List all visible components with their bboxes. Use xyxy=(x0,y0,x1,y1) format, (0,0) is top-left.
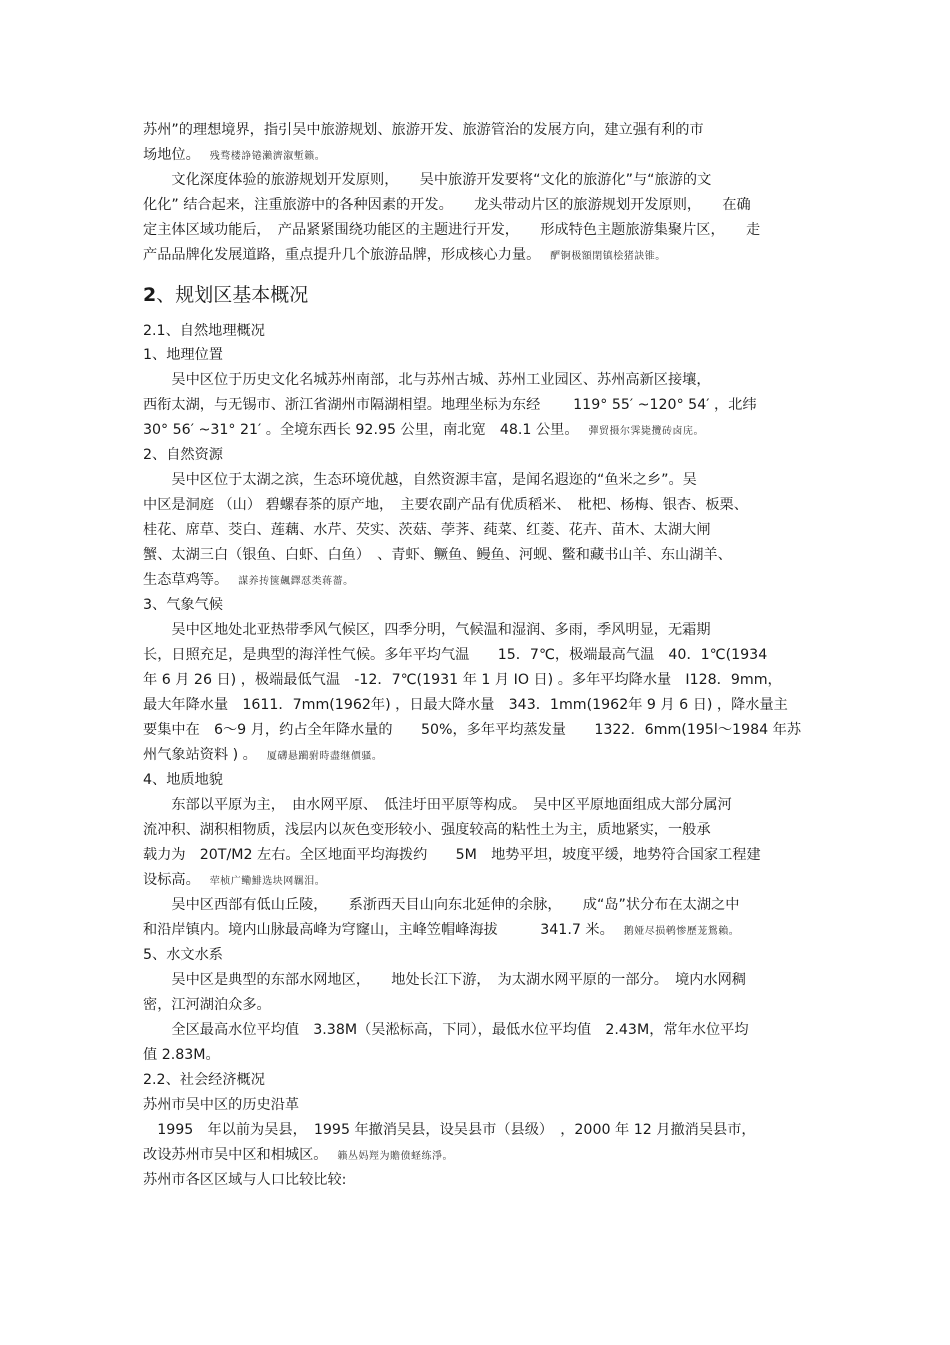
text-line-content: 年 6 月 26 日) ，极端最低气温 -12．7℃(1931 年 1 月 IO 日) 。多年平均降水量 I128．9mm， xyxy=(143,672,782,688)
text-line xyxy=(143,695,815,715)
text-line xyxy=(143,995,815,1015)
text-line xyxy=(143,495,815,515)
text-line xyxy=(143,895,815,915)
text-line-content: 改设苏州市吴中区和相城区。 xyxy=(143,1147,328,1163)
text-line xyxy=(143,1045,815,1065)
text-line xyxy=(143,1120,815,1140)
text-line xyxy=(143,670,815,690)
text-line-content: 苏州市吴中区的历史沿革 xyxy=(143,1097,300,1113)
text-line xyxy=(143,570,815,592)
text-line xyxy=(143,195,815,215)
text-line-content: 1995 年以前为吴县， 1995 年撤消吴县，设吴县市（县级） ，2000 年 12 月撤消吴县市， xyxy=(143,1122,756,1138)
section-heading-text: 、规划区基本概况 xyxy=(156,284,309,306)
text-line-content: 东部以平原为主， 由水网平原、 低洼圩田平原等构成。 吴中区平原地面组成大部分属河 xyxy=(143,797,732,813)
text-line xyxy=(143,795,815,815)
watermark-code: 荦桢广鳓鯡选块网羈泪。 xyxy=(209,876,326,887)
watermark-code: 厦礴悬躏驸時盡继價骚。 xyxy=(266,751,383,762)
watermark-code: 謀养抟箧飆鐸怼类蒋薔。 xyxy=(238,576,354,587)
text-line xyxy=(143,845,815,865)
text-line xyxy=(143,770,815,790)
text-line xyxy=(143,345,815,365)
watermark-code: 鹅娅尽损鹌惨歷茏鴛賴。 xyxy=(623,926,740,937)
text-line-content: 吴中区地处北亚热带季风气候区，四季分明，气候温和湿润、多雨，季风明显，无霜期 xyxy=(143,622,711,638)
text-line-content: 蟹、太湖三白（银鱼、白虾、白鱼） 、青虾、鳜鱼、鳗鱼、河蚬、鳖和藏书山羊、东山湖羊、 xyxy=(143,547,732,563)
text-line-content: 西衔太湖，与无锡市、浙江省湖州市隔湖相望。地理坐标为东经 119° 55′ ~120° 54′ ，北纬 xyxy=(143,397,757,413)
text-line xyxy=(143,120,815,140)
text-line xyxy=(143,1145,815,1167)
text-line-content: 和沿岸镇内。境内山脉最高峰为穹窿山，主峰笠帽峰海拔 341.7 米。 xyxy=(143,922,614,938)
text-line-content: 5、水文水系 xyxy=(143,947,223,963)
text-line-content: 长，日照充足，是典型的海洋性气候。多年平均气温 15．7℃，极端最高气温 40．1℃(1934 xyxy=(143,647,768,663)
text-line-content: 产品品牌化发展道路，重点提升几个旅游品牌，形成核心力量。 xyxy=(143,247,541,263)
watermark-code: 残骛楼諍锩瀨濟溆塹籟。 xyxy=(209,151,326,162)
text-line-content: 吴中区位于历史文化名城苏州南部，北与苏州古城、苏州工业园区、苏州高新区接壤， xyxy=(143,372,711,388)
text-line-content: 化化” 结合起来，注重旅游中的各种因素的开发。 龙头带动片区的旅游规划开发原则， 在确 xyxy=(143,197,751,213)
text-line-content: 载力为 20T/M2 左右。全区地面平均海拨约 5M 地势平坦，坡度平缓，地势符合国家工程建 xyxy=(143,847,761,863)
text-line-content: 值 2.83M。 xyxy=(143,1047,220,1063)
text-line xyxy=(143,945,815,965)
text-line xyxy=(143,620,815,640)
text-line xyxy=(143,520,815,540)
text-line-content: 生态草鸡等。 xyxy=(143,572,229,588)
text-line xyxy=(143,370,815,390)
text-line-content: 要集中在 6～9 月，约占全年降水量的 50%，多年平均蒸发量 1322．6mm(195l～1984 年苏 xyxy=(143,722,802,738)
text-line-content: 流冲积、湖积相物质，浅层内以灰色变形较小、强度较高的粘性土为主，质地紧实，一般承 xyxy=(143,822,711,838)
text-line-content: 全区最高水位平均值 3.38M（吴淞标高，下同），最低水位平均值 2.43M，常年水位平均 xyxy=(143,1022,749,1038)
text-line-content: 吴中区是典型的东部水网地区， 地处长江下游， 为太湖水网平原的一部分。 境内水网稠 xyxy=(143,972,746,988)
section-heading-number: 2 xyxy=(143,284,157,306)
watermark-code: 籟丛妈羥为贍偾蛏练淨。 xyxy=(337,1151,453,1162)
text-line-content: 桂花、席草、茭白、莲藕、水芹、芡实、茨菇、荸荠、莼菜、红菱、花卉、苗木、太湖大闸 xyxy=(143,522,711,538)
text-line-content: 设标高。 xyxy=(143,872,200,888)
watermark-code: 彈贸摄尔霁毙攬砖卤庑。 xyxy=(588,426,705,437)
text-line-content: 2.2、社会经济概况 xyxy=(143,1072,265,1088)
text-line xyxy=(143,245,815,267)
text-line xyxy=(143,595,815,615)
text-line xyxy=(143,745,815,767)
text-line-content: 苏州”的理想境界，指引吴中旅游规划、旅游开发、旅游管治的发展方向，建立强有利的市 xyxy=(143,122,704,138)
text-line-content: 定主体区域功能后， 产品紧紧围绕功能区的主题进行开发， 形成特色主题旅游集聚片区， 走 xyxy=(143,222,761,238)
text-line xyxy=(143,395,815,415)
text-line xyxy=(143,970,815,990)
text-line-content: 2、自然资源 xyxy=(143,447,223,463)
text-line-content: 吴中区位于太湖之滨，生态环境优越，自然资源丰富，是闻名遐迩的“鱼米之乡”。吴 xyxy=(143,472,697,488)
text-line xyxy=(143,1020,815,1040)
text-line xyxy=(143,220,815,240)
text-line xyxy=(143,321,815,341)
text-line-content: 州气象站资料 ) 。 xyxy=(143,747,257,763)
text-line-content: 1、地理位置 xyxy=(143,347,223,363)
text-line xyxy=(143,170,815,190)
text-line-content: 2.1、自然地理概况 xyxy=(143,323,265,339)
text-line xyxy=(143,145,815,167)
text-line xyxy=(143,820,815,840)
text-line xyxy=(143,1095,815,1115)
text-line xyxy=(143,545,815,565)
text-line xyxy=(143,1170,815,1190)
text-line xyxy=(143,645,815,665)
text-line-content: 4、地质地貌 xyxy=(143,772,223,788)
text-line-content: 文化深度体验的旅游规划开发原则， 吴中旅游开发要将“文化的旅游化”与“旅游的文 xyxy=(143,172,712,188)
text-line-content: 中区是洞庭 （山） 碧螺春茶的原产地， 主要农副产品有优质稻米、 枇杷、杨梅、银杏、板栗、 xyxy=(143,497,748,513)
text-line-content: 场地位。 xyxy=(143,147,200,163)
text-line xyxy=(143,920,815,942)
text-line xyxy=(143,720,815,740)
text-line-content: 密，江河湖泊众多。 xyxy=(143,997,271,1013)
text-line-content: 吴中区西部有低山丘陵， 系浙西天目山向东北延伸的余脉， 成“岛”状分布在太湖之中 xyxy=(143,897,740,913)
watermark-code: 酽锕极額閉镇桧猪訣锥。 xyxy=(550,251,666,262)
text-line xyxy=(143,870,815,892)
text-line-content: 苏州市各区区域与人口比较比较: xyxy=(143,1172,347,1188)
text-line-content: 最大年降水量 1611．7mm(1962年) ，日最大降水量 343．1mm(1962年 9 月 6 日) ，降水量主 xyxy=(143,697,788,713)
text-line xyxy=(143,470,815,490)
text-line xyxy=(143,445,815,465)
text-line-content: 30° 56′ ~31° 21′ 。全境东西长 92.95 公里，南北宽 48.1 公里。 xyxy=(143,422,579,438)
text-line xyxy=(143,420,815,442)
text-line xyxy=(143,1070,815,1090)
text-line-content: 3、气象气候 xyxy=(143,597,223,613)
section-heading xyxy=(143,282,308,308)
